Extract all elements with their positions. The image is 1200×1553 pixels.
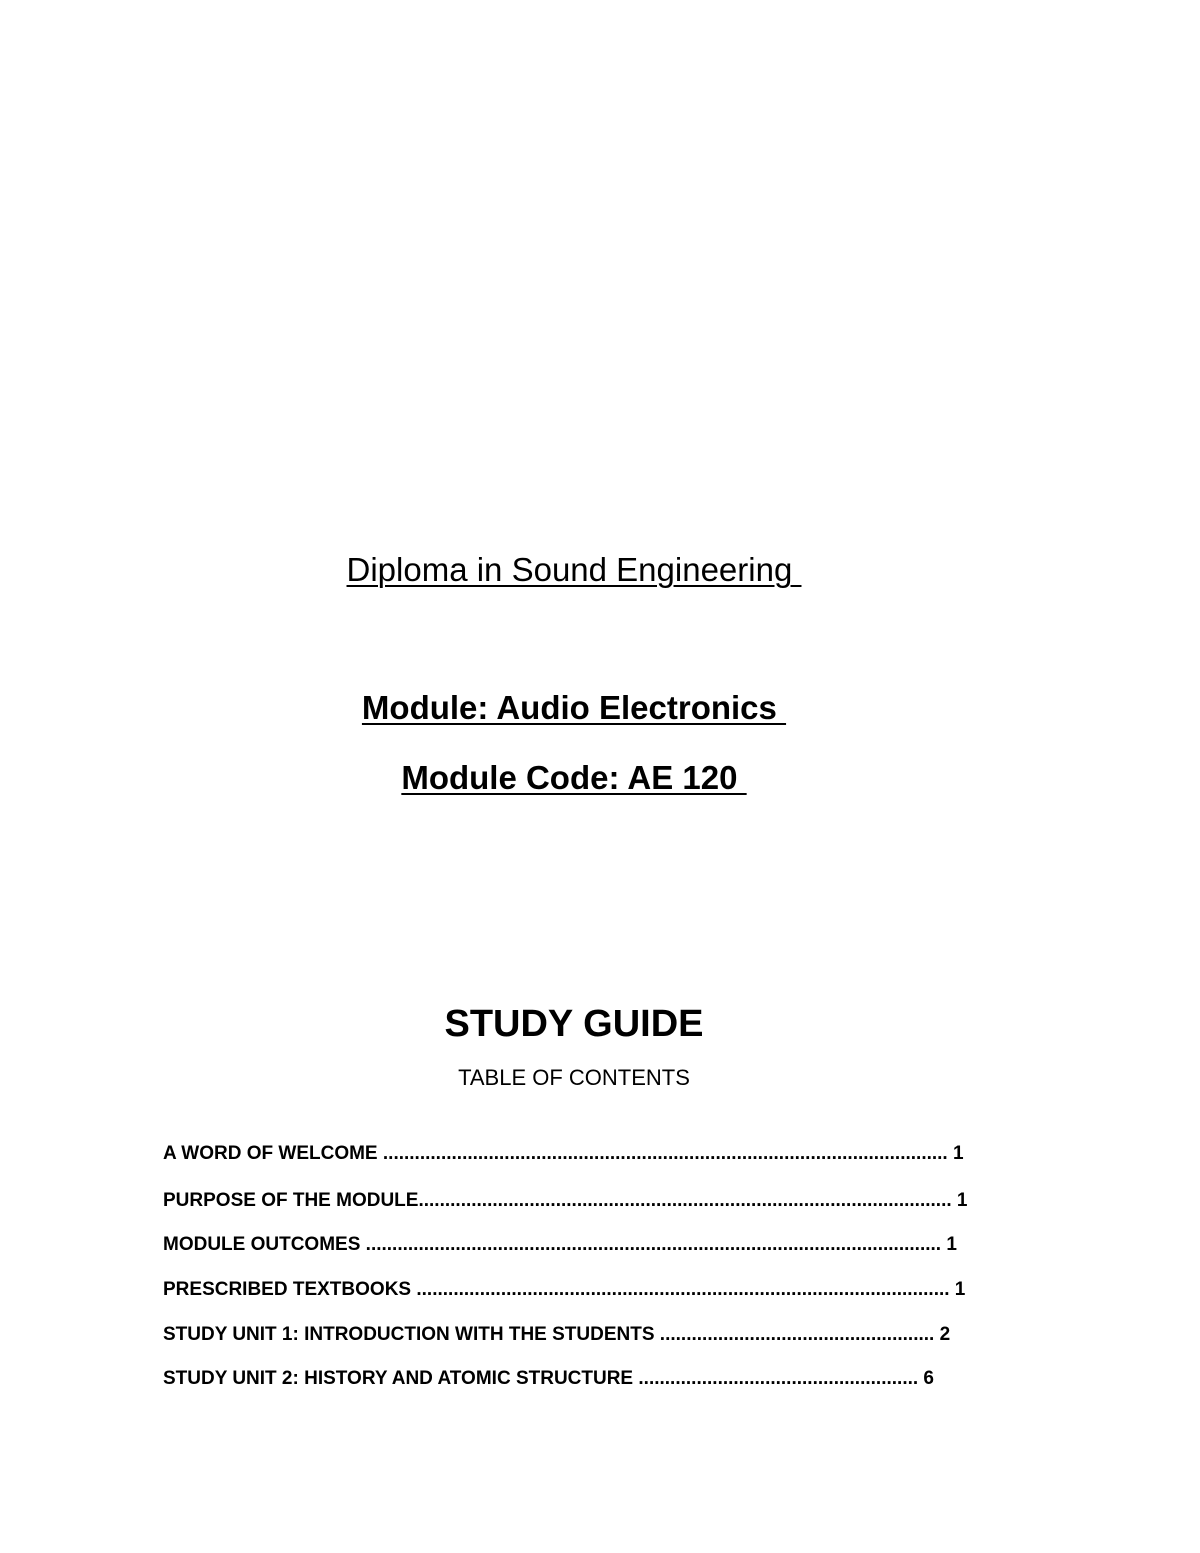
study-guide-title: STUDY GUIDE — [444, 1003, 704, 1045]
module-name: Module: Audio Electronics — [361, 689, 787, 726]
module-code: Module Code: AE 120 — [401, 759, 747, 796]
toc-entry-textbooks: PRESCRIBED TEXTBOOKS ..................................................................................................... 1 — [163, 1279, 966, 1300]
program-title: Diploma in Sound Engineering — [346, 551, 802, 588]
toc-entry-outcomes: MODULE OUTCOMES ............................................................................................................. 1 — [163, 1234, 957, 1255]
toc-entry-welcome: A WORD OF WELCOME ........................................................................................................... 1 — [163, 1143, 964, 1164]
toc-heading: TABLE OF CONTENTS — [458, 1065, 690, 1090]
toc-entry-study-unit-1: STUDY UNIT 1: INTRODUCTION WITH THE STUDENTS .................................................... 2 — [163, 1324, 951, 1345]
toc-entry-study-unit-2: STUDY UNIT 2: HISTORY AND ATOMIC STRUCTURE ..................................................... 6 — [163, 1368, 935, 1389]
toc-entry-purpose: PURPOSE OF THE MODULE..................................................................................................... 1 — [163, 1190, 968, 1211]
